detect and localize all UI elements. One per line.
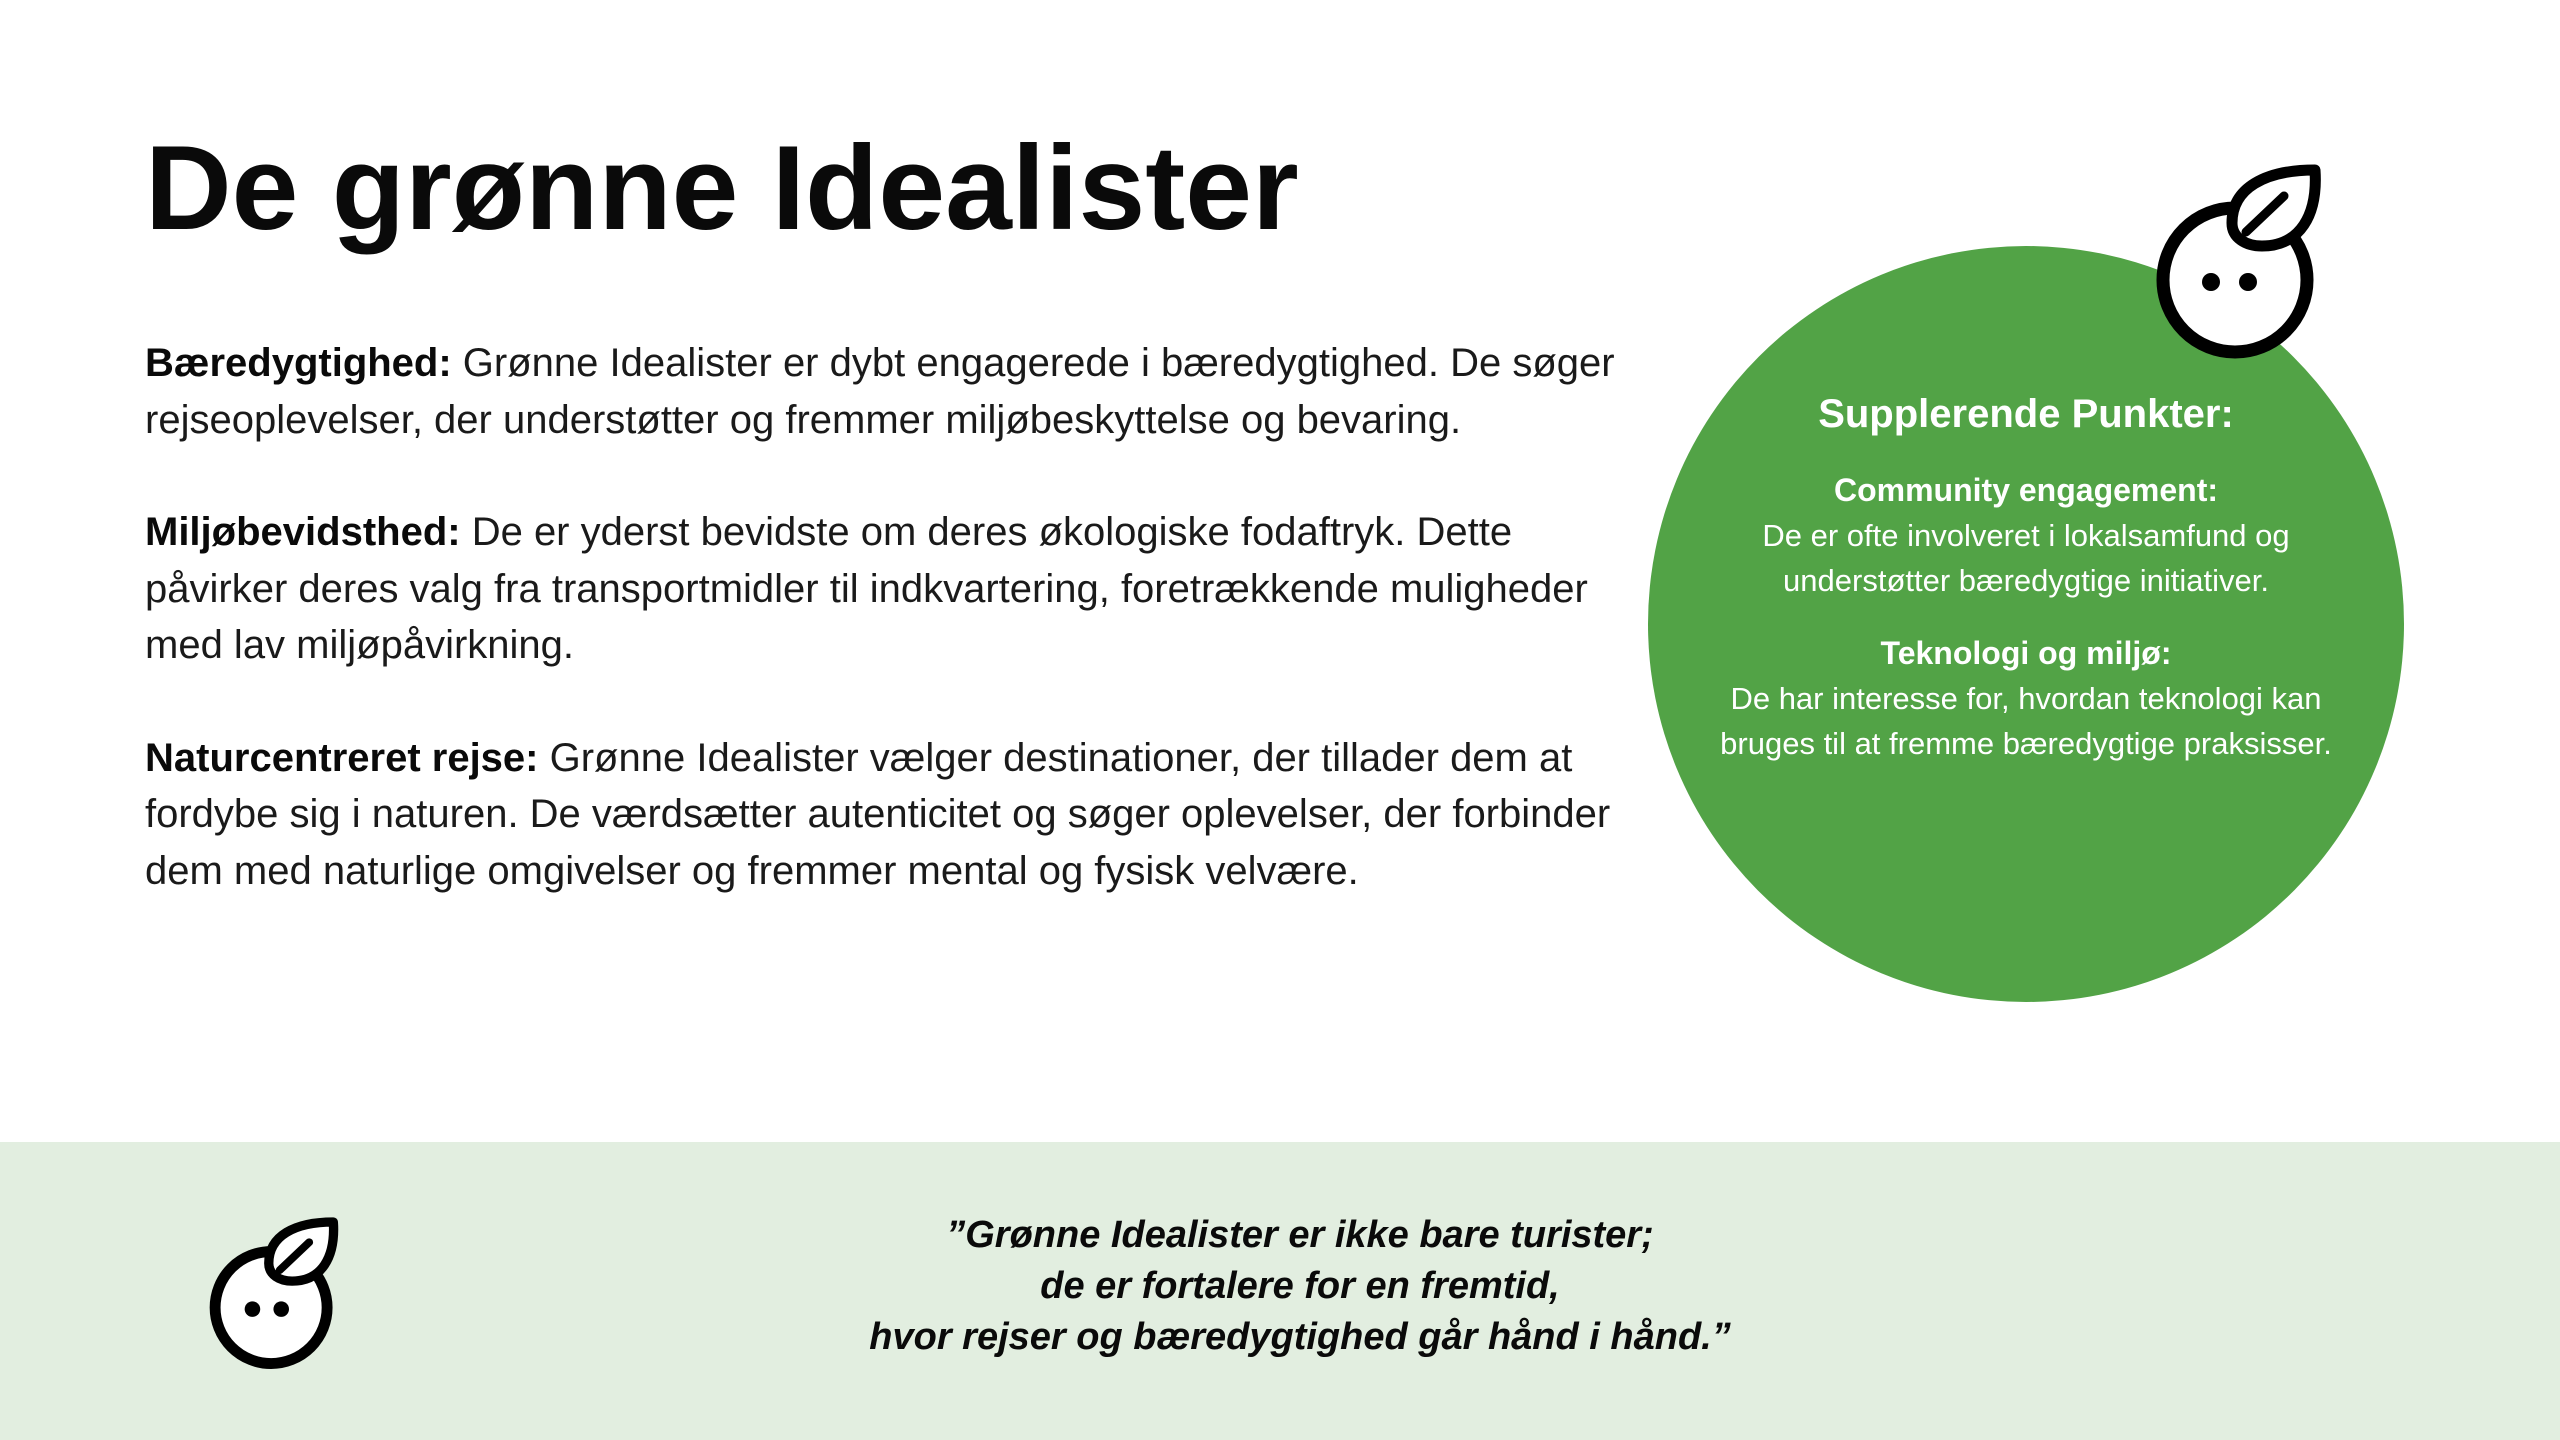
quote [600, 1210, 2000, 1363]
paragraph-text: De er yderst bevidste om deres økologiske fodaftryk. Dette påvirker deres valg fra transportmidler til indkvartering, foretrækkende muligheder med lav miljøpåvirkning. [145, 510, 1588, 667]
quote-line: ”Grønne Idealister er ikke bare turister; [946, 1214, 1654, 1256]
page-title: De grønne Idealister [145, 121, 1299, 255]
supplement-content [1708, 388, 2344, 794]
supplement-point-text: De har interesse for, hvordan teknologi kan bruges til at fremme bæredygtige praksisser. [1720, 681, 2332, 761]
paragraph-heading: Bæredygtighed: [145, 341, 452, 385]
paragraph-text: Grønne Idealister er dybt engagerede i bæredygtighed. De søger rejseoplevelser, der understøtter og fremmer miljøbeskyttelse og bevaring. [145, 341, 1615, 442]
supplement-point-text: De er ofte involveret i lokalsamfund og understøtter bæredygtige initiativer. [1762, 518, 2290, 598]
supplement-point [1708, 631, 2344, 766]
quote-line: hvor rejser og bæredygtighed går hånd i hånd.” [869, 1316, 1731, 1358]
quote-line: de er fortalere for en fremtid, [1040, 1265, 1560, 1307]
leaf-face-mascot-icon [205, 1212, 345, 1372]
paragraph-text: Grønne Idealister vælger destinationer, der tillader dem at fordybe sig i naturen. De værdsætter autenticitet og søger oplevelser, der forbinder dem med naturlige omgivelser og fremmer mental og fysisk velvære. [145, 735, 1611, 893]
body-text [145, 335, 1615, 955]
supplement-point-title: Teknologi og miljø: [1880, 635, 2172, 671]
paragraph-heading: Naturcentreret rejse: [145, 735, 539, 780]
paragraph-heading: Miljøbevidsthed: [145, 510, 461, 554]
supplement-point-title: Community engagement: [1833, 472, 2219, 508]
paragraph-miljoebevidsthed [145, 504, 1615, 674]
supplement-point [1708, 468, 2344, 603]
paragraph-baeredygtighed [145, 335, 1615, 448]
leaf-face-mascot-icon [2150, 160, 2330, 360]
paragraph-naturcentreret [145, 730, 1615, 900]
supplement-title: Supplerende Punkter: [1818, 392, 2234, 436]
